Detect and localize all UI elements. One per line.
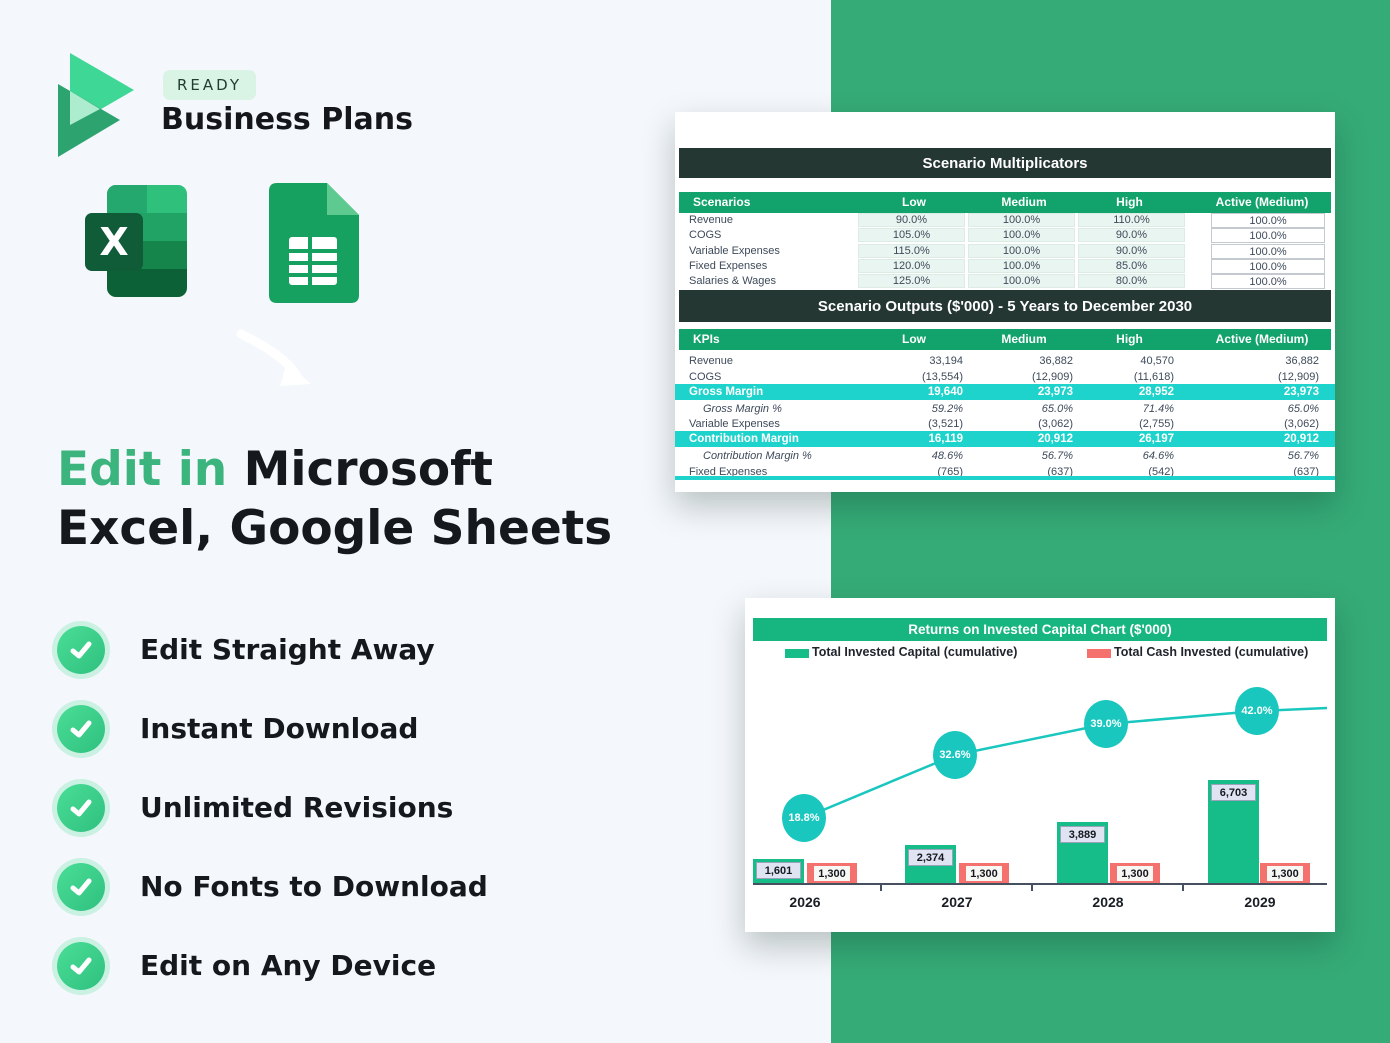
cell: 20,912 bbox=[1283, 433, 1319, 445]
check-icon bbox=[57, 863, 105, 911]
x-axis-label: 2028 bbox=[1092, 894, 1124, 910]
table-row bbox=[675, 448, 1335, 464]
cell: 125.0% bbox=[858, 274, 965, 288]
table-row bbox=[675, 228, 1335, 243]
cell: 40,570 bbox=[1140, 355, 1174, 367]
row-label: Contribution Margin % bbox=[703, 450, 812, 462]
cell: (12,909) bbox=[1278, 371, 1319, 383]
row-label: Variable Expenses bbox=[689, 245, 780, 257]
row-label: Gross Margin % bbox=[703, 403, 782, 415]
data-label: 3,889 bbox=[1060, 826, 1105, 843]
cell: 90.0% bbox=[1078, 244, 1185, 258]
cell: (11,618) bbox=[1133, 371, 1174, 383]
cell: 65.0% bbox=[1041, 403, 1073, 415]
page-title-line1 bbox=[57, 440, 737, 499]
cell: 100.0% bbox=[1211, 228, 1325, 243]
row-label: Revenue bbox=[689, 214, 734, 226]
column-header: Active (Medium) bbox=[1215, 332, 1309, 346]
chart-screenshot-card bbox=[745, 598, 1335, 932]
svg-text:X: X bbox=[99, 220, 129, 264]
cell: 36,882 bbox=[1285, 355, 1319, 367]
column-header: Low bbox=[902, 332, 926, 346]
cell: 100.0% bbox=[1211, 244, 1325, 259]
axis-tick bbox=[1031, 885, 1033, 891]
cell: 110.0% bbox=[1078, 213, 1185, 227]
column-header: High bbox=[1116, 332, 1143, 346]
data-label: 1,601 bbox=[756, 862, 801, 879]
page-title bbox=[57, 440, 737, 558]
cell: 33,194 bbox=[929, 355, 963, 367]
roi-bubble: 39.0% bbox=[1084, 700, 1128, 748]
column-header: High bbox=[1116, 195, 1143, 209]
table-row bbox=[675, 353, 1335, 369]
feature-label: Unlimited Revisions bbox=[140, 791, 454, 824]
cell: (3,062) bbox=[1284, 418, 1319, 430]
cell: 71.4% bbox=[1142, 403, 1174, 415]
row-label: Contribution Margin bbox=[689, 433, 799, 445]
cell: 64.6% bbox=[1142, 450, 1174, 462]
cell: 48.6% bbox=[931, 450, 963, 462]
legend-label: Total Invested Capital (cumulative) bbox=[812, 645, 1018, 659]
cell: (13,554) bbox=[922, 371, 963, 383]
cell: 23,973 bbox=[1283, 386, 1319, 398]
feature-item bbox=[57, 705, 657, 753]
cell: 100.0% bbox=[968, 259, 1075, 273]
axis-tick bbox=[880, 885, 882, 891]
cell: 90.0% bbox=[858, 213, 965, 227]
x-axis-label: 2029 bbox=[1244, 894, 1276, 910]
x-axis-label: 2026 bbox=[789, 894, 821, 910]
cell: 26,197 bbox=[1138, 433, 1174, 445]
table-row bbox=[675, 259, 1335, 274]
page-title-rest: Microsoft bbox=[227, 442, 494, 497]
cell: (542) bbox=[1148, 466, 1174, 476]
spreadsheet-screenshot-card bbox=[675, 112, 1335, 492]
legend-label: Total Cash Invested (cumulative) bbox=[1114, 645, 1309, 659]
curved-arrow-icon bbox=[235, 322, 320, 397]
feature-label: Instant Download bbox=[140, 712, 419, 745]
table-row-highlight bbox=[675, 431, 1335, 447]
data-label: 6,703 bbox=[1211, 784, 1256, 801]
column-header: Low bbox=[902, 195, 926, 209]
page-title-highlight: Edit in bbox=[57, 442, 228, 497]
cell: (765) bbox=[937, 466, 963, 476]
roi-bubble: 18.8% bbox=[782, 794, 826, 842]
check-icon bbox=[57, 626, 105, 674]
cell: (637) bbox=[1047, 466, 1073, 476]
cell: 100.0% bbox=[968, 213, 1075, 227]
table-row bbox=[675, 244, 1335, 259]
cell: 23,973 bbox=[1037, 386, 1073, 398]
check-icon bbox=[57, 784, 105, 832]
table-row bbox=[675, 416, 1335, 432]
brand-name: Business Plans bbox=[161, 102, 413, 137]
feature-item bbox=[57, 626, 657, 674]
feature-label: No Fonts to Download bbox=[140, 870, 488, 903]
cell: 80.0% bbox=[1078, 274, 1185, 288]
cell: 105.0% bbox=[858, 228, 965, 242]
row-label: Fixed Expenses bbox=[689, 466, 768, 476]
row-label: Salaries & Wages bbox=[689, 275, 777, 287]
cut-row-highlight-edge bbox=[675, 476, 1335, 480]
cell: 100.0% bbox=[968, 274, 1075, 288]
check-icon bbox=[57, 942, 105, 990]
data-label: 1,300 bbox=[1117, 866, 1153, 881]
column-header: Scenarios bbox=[693, 195, 751, 209]
outputs-title: Scenario Outputs ($'000) - 5 Years to December 2030 bbox=[679, 290, 1331, 322]
x-axis-label: 2027 bbox=[941, 894, 973, 910]
x-axis bbox=[753, 883, 1327, 885]
column-header: Active (Medium) bbox=[1215, 195, 1309, 209]
cell: 56.7% bbox=[1041, 450, 1073, 462]
table-row bbox=[675, 213, 1335, 228]
cell: 100.0% bbox=[968, 228, 1075, 242]
cell: 20,912 bbox=[1037, 433, 1073, 445]
outputs-header-row bbox=[679, 329, 1331, 350]
cell: 16,119 bbox=[928, 433, 963, 445]
cell: (3,521) bbox=[928, 418, 963, 430]
cell: 85.0% bbox=[1078, 259, 1185, 273]
table-row bbox=[675, 274, 1335, 289]
cell: 19,640 bbox=[927, 386, 963, 398]
cell: 65.0% bbox=[1287, 403, 1319, 415]
table-row bbox=[675, 464, 1335, 476]
cell: 90.0% bbox=[1078, 228, 1185, 242]
cell: 59.2% bbox=[931, 403, 963, 415]
cell: 28,952 bbox=[1138, 386, 1174, 398]
roi-bubble: 42.0% bbox=[1235, 687, 1279, 735]
roi-line bbox=[745, 598, 1335, 932]
row-label: Fixed Expenses bbox=[689, 260, 768, 272]
feature-label: Edit Straight Away bbox=[140, 633, 435, 666]
row-label: Revenue bbox=[689, 355, 734, 367]
cell: (637) bbox=[1293, 466, 1319, 476]
cell: 120.0% bbox=[858, 259, 965, 273]
row-label: Variable Expenses bbox=[689, 418, 780, 430]
roi-bubble: 32.6% bbox=[933, 731, 977, 779]
table-row bbox=[675, 401, 1335, 417]
data-label: 1,300 bbox=[966, 866, 1002, 881]
column-header: KPIs bbox=[693, 332, 720, 346]
multiplicators-header-row bbox=[679, 192, 1331, 213]
feature-item bbox=[57, 784, 657, 832]
feature-label: Edit on Any Device bbox=[140, 949, 437, 982]
column-header: Medium bbox=[1001, 332, 1047, 346]
table-row bbox=[675, 369, 1335, 385]
cell: 115.0% bbox=[858, 244, 965, 258]
cell: 36,882 bbox=[1039, 355, 1073, 367]
data-label: 1,300 bbox=[814, 866, 850, 881]
cell: 100.0% bbox=[968, 244, 1075, 258]
cell: (12,909) bbox=[1032, 371, 1073, 383]
page-title-line2: Excel, Google Sheets bbox=[57, 501, 613, 556]
axis-tick bbox=[1182, 885, 1184, 891]
data-label: 1,300 bbox=[1267, 866, 1303, 881]
cell: 56.7% bbox=[1287, 450, 1319, 462]
excel-icon bbox=[85, 183, 190, 303]
row-label: Gross Margin bbox=[689, 386, 764, 398]
chart-title: Returns on Invested Capital Chart ($'000) bbox=[753, 618, 1327, 641]
column-header: Medium bbox=[1001, 195, 1047, 209]
cell: 100.0% bbox=[1211, 274, 1325, 289]
table-row-highlight bbox=[675, 384, 1335, 400]
data-label: 2,374 bbox=[908, 849, 953, 866]
brand-logo-icon bbox=[55, 50, 145, 165]
cell: (2,755) bbox=[1139, 418, 1174, 430]
cell: (3,062) bbox=[1038, 418, 1073, 430]
multiplicators-title: Scenario Multiplicators bbox=[679, 148, 1331, 178]
feature-item bbox=[57, 942, 657, 990]
check-icon bbox=[57, 705, 105, 753]
row-label: COGS bbox=[689, 229, 722, 241]
row-label: COGS bbox=[689, 371, 722, 383]
brand-badge: READY bbox=[163, 70, 256, 100]
google-sheets-icon bbox=[267, 183, 359, 303]
cell: 100.0% bbox=[1211, 213, 1325, 228]
cell: 100.0% bbox=[1211, 259, 1325, 274]
feature-item bbox=[57, 863, 657, 911]
